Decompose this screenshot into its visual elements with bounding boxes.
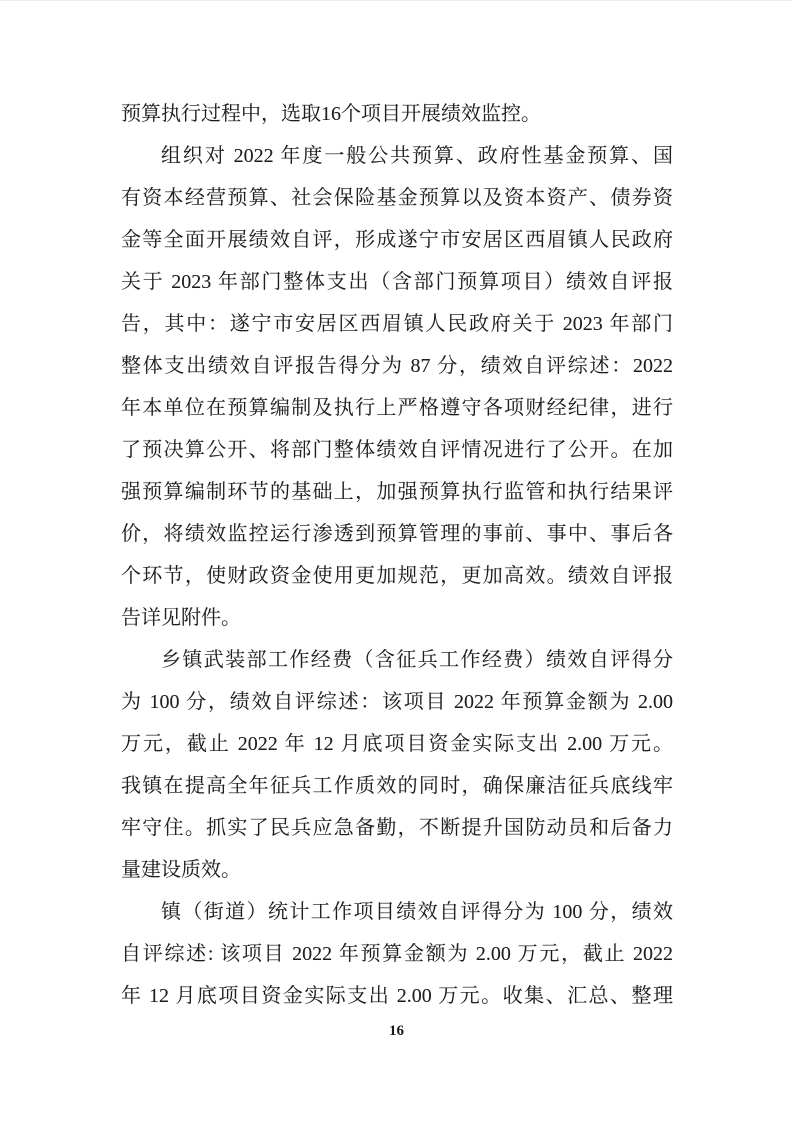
document-body-text [121, 93, 673, 1017]
text-line: 告详见附件。 [121, 607, 241, 629]
text-line: 个环节，使财政资金使用更加规范，更加高效。绩效自评报 [121, 565, 673, 587]
text-line: 年本单位在预算编制及执行上严格遵守各项财经纪律，进行 [121, 397, 673, 419]
text-line: 万元，截止 2022 年 12 月底项目资金实际支出 2.00 万元。 [121, 733, 673, 755]
text-line: 预算执行过程中，选取16个项目开展绩效监控。 [121, 103, 541, 125]
text-line: 乡镇武装部工作经费（含征兵工作经费）绩效自评得分 [161, 649, 673, 671]
text-line: 牢守住。抓实了民兵应急备勤，不断提升国防动员和后备力 [121, 817, 673, 839]
text-line: 价，将绩效监控运行渗透到预算管理的事前、事中、事后各 [121, 523, 673, 545]
text-line: 关于 2023 年部门整体支出（含部门预算项目）绩效自评报 [121, 271, 673, 293]
text-line: 告，其中：遂宁市安居区西眉镇人民政府关于 2023 年部门 [121, 313, 673, 335]
text-line: 自评综述: 该项目 2022 年预算金额为 2.00 万元，截止 2022 [121, 943, 673, 965]
text-line: 我镇在提高全年征兵工作质效的同时，确保廉洁征兵底线牢 [121, 775, 673, 797]
text-line: 金等全面开展绩效自评，形成遂宁市安居区西眉镇人民政府 [121, 229, 673, 251]
text-line: 镇（街道）统计工作项目绩效自评得分为 100 分，绩效 [161, 901, 673, 923]
text-line: 组织对 2022 年度一般公共预算、政府性基金预算、国 [161, 145, 673, 167]
text-line: 有资本经营预算、社会保险基金预算以及资本资产、债券资 [121, 187, 673, 209]
text-line: 强预算编制环节的基础上，加强预算执行监管和执行结果评 [121, 481, 673, 503]
text-line: 年 12 月底项目资金实际支出 2.00 万元。收集、汇总、整理 [121, 985, 673, 1007]
text-line: 了预决算公开、将部门整体绩效自评情况进行了公开。在加 [121, 439, 673, 461]
text-line: 量建设质效。 [121, 859, 241, 881]
text-line: 整体支出绩效自评报告得分为 87 分，绩效自评综述：2022 [121, 355, 673, 377]
page-number: 16 [389, 1023, 404, 1039]
text-line: 为 100 分，绩效自评综述：该项目 2022 年预算金额为 2.00 [121, 691, 673, 713]
